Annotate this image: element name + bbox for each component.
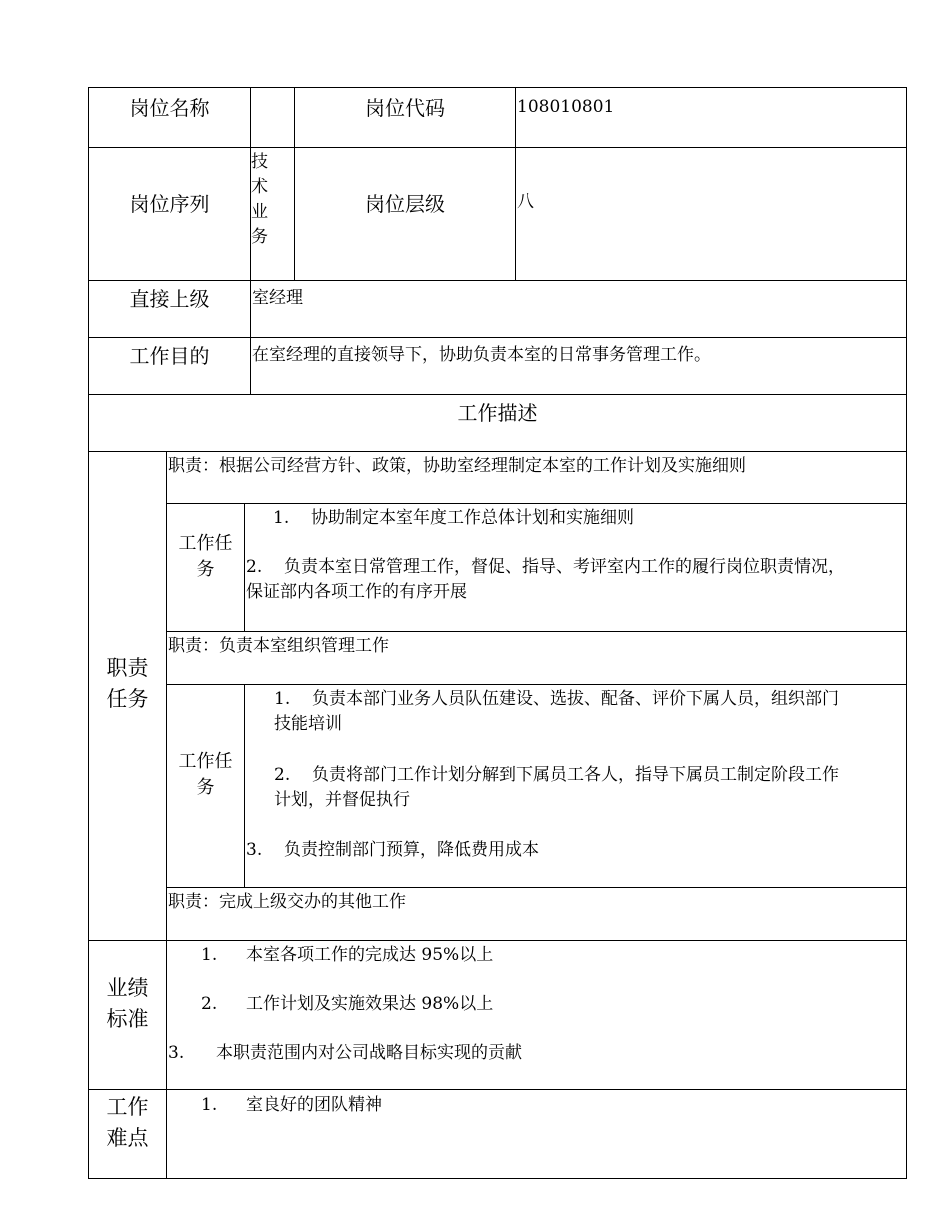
task-label-line2: 务	[196, 559, 215, 580]
row-divider	[167, 684, 906, 685]
work-purpose-label: 工作目的	[129, 344, 210, 368]
duties-label-line2: 任务	[106, 687, 149, 711]
difficulties-label-line1: 工作	[106, 1095, 149, 1119]
task-label-line2: 务	[196, 777, 215, 798]
row-divider	[167, 631, 906, 632]
duty-2-task-label	[167, 749, 244, 809]
position-code-value: 108010801	[517, 97, 615, 117]
task-text-continuation: 计划，并督促执行	[274, 790, 410, 810]
row-divider	[89, 147, 906, 148]
row-divider	[89, 1089, 906, 1090]
list-number: 2.	[246, 557, 263, 577]
duty-2-task-3	[245, 838, 905, 866]
duties-label	[89, 653, 166, 723]
position-level-label: 岗位层级	[365, 192, 445, 216]
difficulty-item-1	[200, 1093, 900, 1121]
duty-2-task-1	[273, 687, 903, 739]
performance-label-line1: 业绩	[106, 976, 149, 1000]
list-number: 1.	[273, 508, 290, 528]
job-description-table	[88, 87, 907, 1179]
position-name-label: 岗位名称	[129, 96, 210, 120]
task-text-continuation: 技能培训	[274, 714, 342, 734]
list-number: 2.	[201, 994, 218, 1014]
list-number: 1.	[201, 945, 218, 965]
row-divider	[167, 887, 906, 888]
task-label-line1: 工作任	[178, 751, 233, 772]
task-text: 负责本室日常管理工作，督促、指导、考评室内工作的履行岗位职责情况，	[284, 557, 845, 577]
duty-1-task-label	[167, 531, 244, 591]
performance-item-3	[167, 1041, 897, 1069]
row-divider	[89, 451, 906, 452]
row-divider	[89, 940, 906, 941]
duty-2-task-2	[273, 763, 903, 815]
direct-superior-label: 直接上级	[129, 287, 210, 311]
task-text: 负责控制部门预算，降低费用成本	[284, 840, 539, 860]
list-number: 3.	[168, 1043, 185, 1063]
task-text: 负责将部门工作计划分解到下属员工各人，指导下属员工制定阶段工作	[312, 765, 839, 785]
list-number: 3.	[246, 840, 263, 860]
task-text: 负责本部门业务人员队伍建设、选拔、配备、评价下属人员，组织部门	[312, 689, 839, 709]
position-code-label: 岗位代码	[365, 96, 445, 120]
position-level-value: 八	[517, 192, 534, 212]
list-number: 1.	[274, 689, 291, 709]
duty-3: 职责：完成上级交办的其他工作	[168, 892, 406, 912]
difficulties-label-line2: 难点	[106, 1126, 149, 1150]
performance-text: 工作计划及实施效果达 98%以上	[246, 994, 494, 1014]
performance-label-line2: 标准	[106, 1007, 149, 1031]
duty-2: 职责：负责本室组织管理工作	[168, 636, 389, 656]
performance-item-1	[200, 943, 900, 971]
task-label-line1: 工作任	[178, 533, 233, 554]
duties-label-line1: 职责	[106, 656, 149, 680]
task-text-continuation: 保证部内各项工作的有序开展	[246, 582, 467, 602]
performance-text: 本职责范围内对公司战略目标实现的贡献	[216, 1043, 522, 1063]
list-number: 1.	[201, 1095, 218, 1115]
performance-label	[89, 973, 166, 1043]
difficulties-label	[89, 1092, 166, 1162]
duty-1-task-2	[245, 555, 905, 607]
section-title: 工作描述	[457, 401, 538, 425]
list-number: 2.	[274, 765, 291, 785]
duty-1: 职责：根据公司经营方针、政策，协助室经理制定本室的工作计划及实施细则	[168, 456, 746, 476]
difficulty-text: 室良好的团队精神	[246, 1095, 382, 1115]
position-name-value	[251, 88, 294, 147]
position-sequence-value: 技术业务	[251, 152, 268, 247]
duty-1-task-1	[272, 506, 902, 534]
task-text: 协助制定本室年度工作总体计划和实施细则	[311, 508, 634, 528]
performance-item-2	[200, 992, 900, 1020]
work-purpose-value: 在室经理的直接领导下，协助负责本室的日常事务管理工作。	[252, 345, 711, 365]
row-divider	[167, 503, 906, 504]
performance-text: 本室各项工作的完成达 95%以上	[246, 945, 494, 965]
direct-superior-value: 室经理	[252, 288, 303, 308]
position-sequence-label: 岗位序列	[129, 192, 210, 216]
